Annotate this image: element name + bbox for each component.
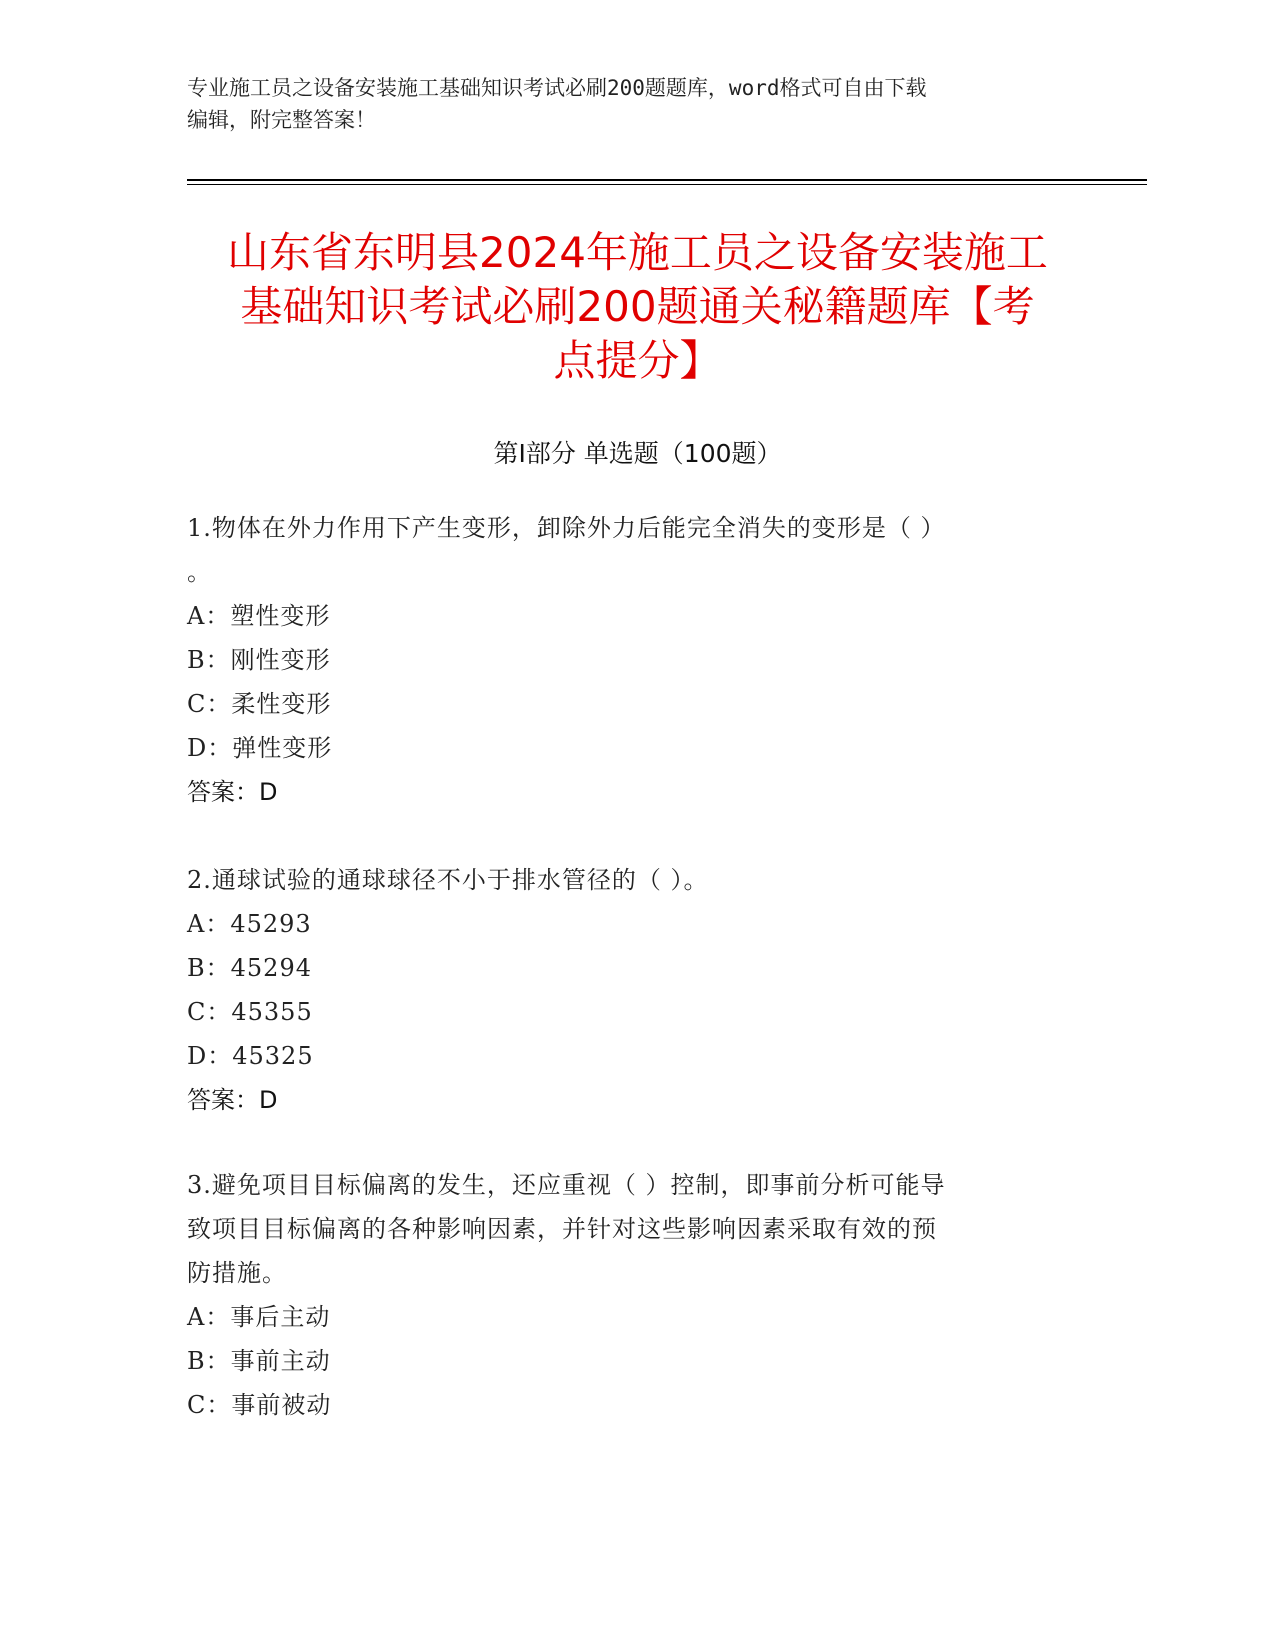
question-stem: 致项目目标偏离的各种影响因素，并针对这些影响因素采取有效的预 — [187, 1215, 937, 1243]
question-stem: 2.通球试验的通球球径不小于排水管径的（ ）。 — [187, 866, 709, 894]
option-d: D：弹性变形 — [187, 734, 333, 762]
option-c: C：事前被动 — [187, 1391, 332, 1419]
question-stem: 3.避免项目目标偏离的发生，还应重视（ ）控制，即事前分析可能导 — [187, 1171, 946, 1199]
question-stem: 1.物体在外力作用下产生变形，卸除外力后能完全消失的变形是（ ） — [187, 514, 946, 542]
document-title — [150, 226, 1125, 388]
answer-line: 答案：D — [187, 1086, 278, 1114]
option-b: B：刚性变形 — [187, 646, 331, 674]
option-a: A：事后主动 — [187, 1303, 331, 1331]
option-a: A：塑性变形 — [187, 602, 331, 630]
section-title: 第Ⅰ部分 单选题（100题） — [493, 439, 782, 468]
question-stem: 。 — [187, 558, 212, 586]
header-note-line: 编辑，附完整答案！ — [187, 108, 376, 132]
header-note — [187, 72, 1087, 136]
header-divider-thin — [187, 184, 1147, 185]
question-stem: 防措施。 — [187, 1259, 287, 1287]
option-c: C：45355 — [187, 998, 313, 1026]
option-b: B：事前主动 — [187, 1347, 331, 1375]
document-title-line: 基础知识考试必刷200题通关秘籍题库【考 — [240, 282, 1035, 331]
option-c: C：柔性变形 — [187, 690, 332, 718]
option-a: A：45293 — [187, 910, 312, 938]
answer-line: 答案：D — [187, 778, 278, 806]
document-title-line: 点提分】 — [553, 336, 722, 385]
option-d: D：45325 — [187, 1042, 314, 1070]
option-b: B：45294 — [187, 954, 312, 982]
document-title-line: 山东省东明县2024年施工员之设备安装施工 — [227, 228, 1048, 277]
header-divider — [187, 179, 1147, 181]
header-note-line: 专业施工员之设备安装施工基础知识考试必刷200题题库，word格式可自由下载 — [187, 76, 927, 100]
